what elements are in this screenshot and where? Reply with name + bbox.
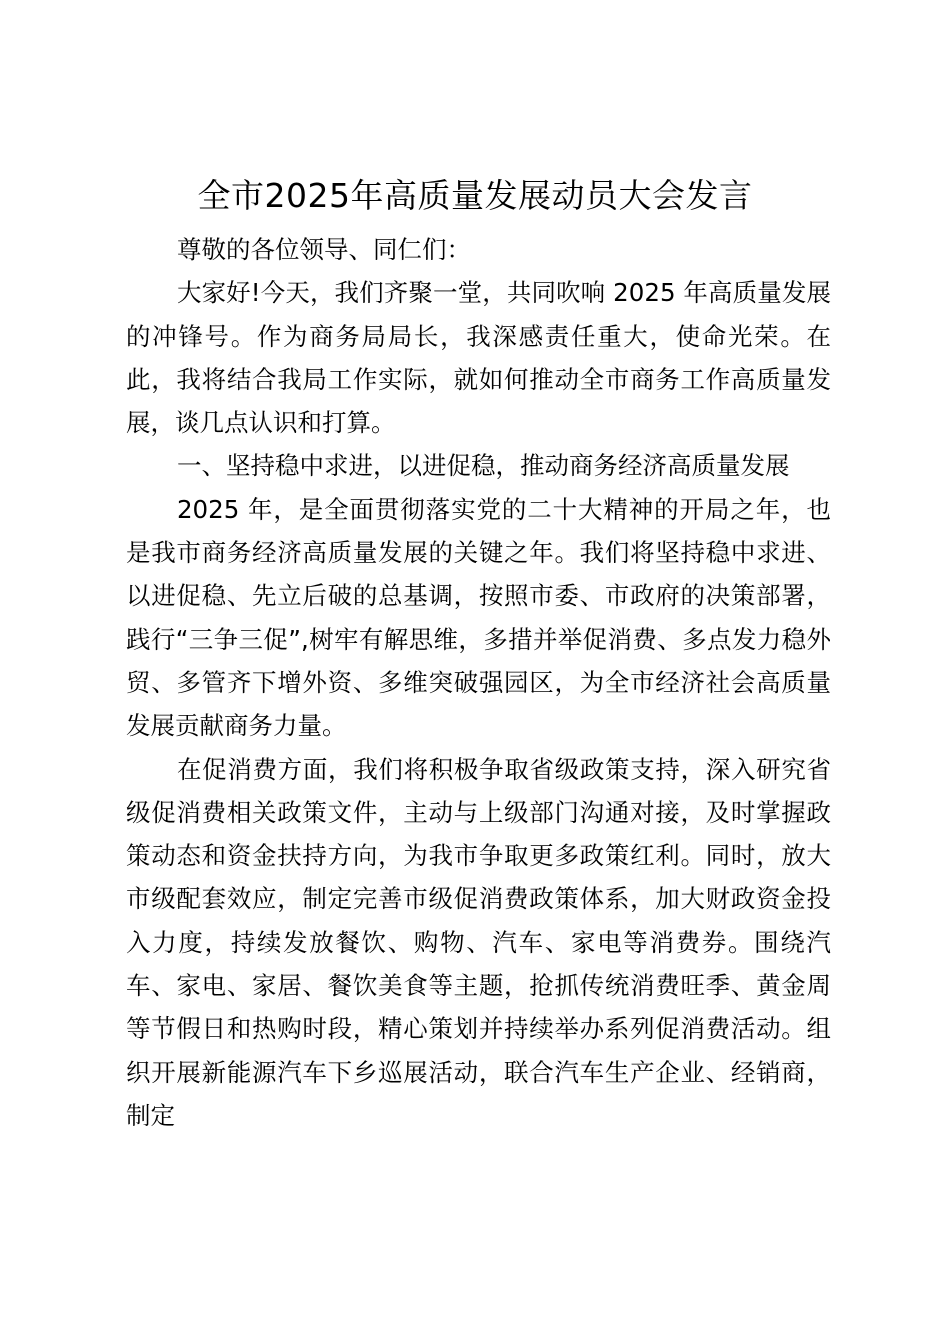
document-title: 全市2025年高质量发展动员大会发言	[197, 176, 753, 215]
document-body	[126, 228, 831, 1137]
paragraph-consumption: 在促消费方面，我们将积极争取省级政策支持，深入研究省级促消费相关政策文件，主动与上级部门沟通对接，及时掌握政策动态和资金扶持方向，为我市争取更多政策红利。同时，放大市级配套效应，制定完善市级促消费政策体系，加大财政资金投入力度，持续发放餐饮、购物、汽车、家电等消费券。围绕汽车、家电、家居、餐饮美食等主题，抢抓传统消费旺季、黄金周等节假日和热购时段，精心策划并持续举办系列促消费活动。组织开展新能源汽车下乡巡展活动，联合汽车生产企业、经销商，制定	[126, 754, 831, 1130]
section-heading-1: 一、坚持稳中求进，以进促稳，推动商务经济高质量发展	[176, 451, 790, 481]
salutation: 尊敬的各位领导、同仁们：	[176, 235, 471, 264]
paragraph-overview: 2025 年，是全面贯彻落实党的二十大精神的开局之年，也是我市商务经济高质量发展的关键之年。我们将坚持稳中求进、以进促稳、先立后破的总基调，按照市委、市政府的决策部署，践行“三争三促”,树牢有解思维，多措并举促消费、多点发力稳外贸、多管齐下增外资、多维突破强园区，为全市经济社会高质量发展贡献商务力量。	[126, 494, 831, 741]
paragraph-opening: 大家好!今天，我们齐聚一堂，共同吹响 2025 年高质量发展的冲锋号。作为商务局局长，我深感责任重大，使命光荣。在此，我将结合我局工作实际，就如何推动全市商务工作高质量发展，谈几点认识和打算。	[126, 278, 831, 438]
